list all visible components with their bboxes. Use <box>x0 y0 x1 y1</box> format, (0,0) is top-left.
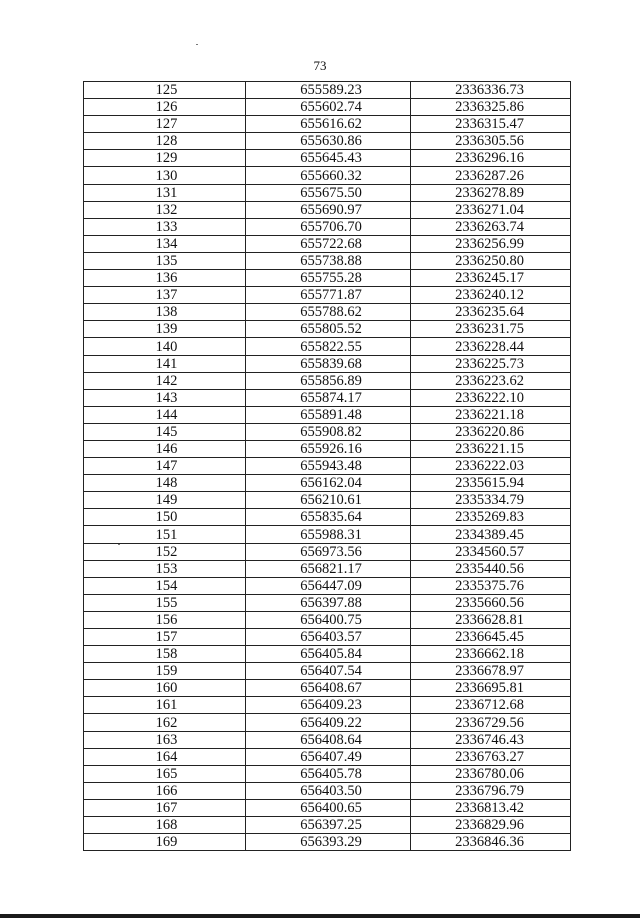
x-coordinate-cell: 656405.84 <box>246 646 411 663</box>
point-number-cell: 166 <box>84 782 246 799</box>
table-row <box>84 406 571 423</box>
x-coordinate-cell: 656397.88 <box>246 594 411 611</box>
point-number-cell: 157 <box>84 629 246 646</box>
y-coordinate-cell: 2336336.73 <box>411 82 571 99</box>
point-number-cell: 153 <box>84 560 246 577</box>
scan-speck <box>118 544 120 545</box>
table-row <box>84 389 571 406</box>
point-number-cell: 129 <box>84 150 246 167</box>
table-row <box>84 355 571 372</box>
x-coordinate-cell: 655771.87 <box>246 287 411 304</box>
table-row <box>84 799 571 816</box>
y-coordinate-cell: 2335269.83 <box>411 509 571 526</box>
table-row <box>84 99 571 116</box>
point-number-cell: 152 <box>84 543 246 560</box>
point-number-cell: 140 <box>84 338 246 355</box>
table-row <box>84 133 571 150</box>
point-number-cell: 161 <box>84 697 246 714</box>
y-coordinate-cell: 2335615.94 <box>411 475 571 492</box>
x-coordinate-cell: 656400.75 <box>246 611 411 628</box>
point-number-cell: 150 <box>84 509 246 526</box>
y-coordinate-cell: 2336712.68 <box>411 697 571 714</box>
table-row <box>84 834 571 851</box>
point-number-cell: 146 <box>84 440 246 457</box>
x-coordinate-cell: 655856.89 <box>246 372 411 389</box>
x-coordinate-cell: 655722.68 <box>246 235 411 252</box>
table-row <box>84 423 571 440</box>
table-row <box>84 731 571 748</box>
y-coordinate-cell: 2336235.64 <box>411 304 571 321</box>
table-row <box>84 492 571 509</box>
table-row <box>84 475 571 492</box>
y-coordinate-cell: 2336763.27 <box>411 748 571 765</box>
point-number-cell: 127 <box>84 116 246 133</box>
point-number-cell: 136 <box>84 270 246 287</box>
y-coordinate-cell: 2336628.81 <box>411 611 571 628</box>
y-coordinate-cell: 2336240.12 <box>411 287 571 304</box>
table-row <box>84 235 571 252</box>
x-coordinate-cell: 655891.48 <box>246 406 411 423</box>
point-number-cell: 160 <box>84 680 246 697</box>
table-row <box>84 594 571 611</box>
y-coordinate-cell: 2336305.56 <box>411 133 571 150</box>
point-number-cell: 135 <box>84 252 246 269</box>
x-coordinate-cell: 655805.52 <box>246 321 411 338</box>
y-coordinate-cell: 2336231.75 <box>411 321 571 338</box>
y-coordinate-cell: 2336225.73 <box>411 355 571 372</box>
y-coordinate-cell: 2336287.26 <box>411 167 571 184</box>
y-coordinate-cell: 2336221.18 <box>411 406 571 423</box>
point-number-cell: 125 <box>84 82 246 99</box>
y-coordinate-cell: 2336829.96 <box>411 817 571 834</box>
table-row <box>84 543 571 560</box>
table-row <box>84 321 571 338</box>
coordinate-table-body <box>84 82 571 851</box>
coordinate-table <box>83 81 571 851</box>
x-coordinate-cell: 656403.50 <box>246 782 411 799</box>
table-row <box>84 765 571 782</box>
point-number-cell: 130 <box>84 167 246 184</box>
point-number-cell: 142 <box>84 372 246 389</box>
table-row <box>84 201 571 218</box>
point-number-cell: 128 <box>84 133 246 150</box>
coordinate-table-container <box>83 81 570 851</box>
table-row <box>84 150 571 167</box>
x-coordinate-cell: 656405.78 <box>246 765 411 782</box>
x-coordinate-cell: 656407.54 <box>246 663 411 680</box>
table-row <box>84 218 571 235</box>
y-coordinate-cell: 2336662.18 <box>411 646 571 663</box>
x-coordinate-cell: 655602.74 <box>246 99 411 116</box>
x-coordinate-cell: 655908.82 <box>246 423 411 440</box>
x-coordinate-cell: 655926.16 <box>246 440 411 457</box>
table-row <box>84 184 571 201</box>
table-row <box>84 116 571 133</box>
y-coordinate-cell: 2336223.62 <box>411 372 571 389</box>
point-number-cell: 131 <box>84 184 246 201</box>
x-coordinate-cell: 655675.50 <box>246 184 411 201</box>
point-number-cell: 133 <box>84 218 246 235</box>
x-coordinate-cell: 655645.43 <box>246 150 411 167</box>
table-row <box>84 560 571 577</box>
point-number-cell: 139 <box>84 321 246 338</box>
y-coordinate-cell: 2336296.16 <box>411 150 571 167</box>
x-coordinate-cell: 656409.23 <box>246 697 411 714</box>
table-row <box>84 509 571 526</box>
point-number-cell: 159 <box>84 663 246 680</box>
y-coordinate-cell: 2335334.79 <box>411 492 571 509</box>
table-row <box>84 458 571 475</box>
y-coordinate-cell: 2336222.03 <box>411 458 571 475</box>
table-row <box>84 680 571 697</box>
y-coordinate-cell: 2336315.47 <box>411 116 571 133</box>
x-coordinate-cell: 655835.64 <box>246 509 411 526</box>
table-row <box>84 167 571 184</box>
y-coordinate-cell: 2336271.04 <box>411 201 571 218</box>
x-coordinate-cell: 656409.22 <box>246 714 411 731</box>
x-coordinate-cell: 655738.88 <box>246 252 411 269</box>
point-number-cell: 147 <box>84 458 246 475</box>
point-number-cell: 154 <box>84 577 246 594</box>
table-row <box>84 782 571 799</box>
x-coordinate-cell: 656408.67 <box>246 680 411 697</box>
y-coordinate-cell: 2336256.99 <box>411 235 571 252</box>
table-row <box>84 646 571 663</box>
x-coordinate-cell: 655616.62 <box>246 116 411 133</box>
point-number-cell: 134 <box>84 235 246 252</box>
table-row <box>84 252 571 269</box>
point-number-cell: 168 <box>84 817 246 834</box>
y-coordinate-cell: 2336746.43 <box>411 731 571 748</box>
point-number-cell: 155 <box>84 594 246 611</box>
point-number-cell: 138 <box>84 304 246 321</box>
x-coordinate-cell: 655839.68 <box>246 355 411 372</box>
y-coordinate-cell: 2336222.10 <box>411 389 571 406</box>
point-number-cell: 137 <box>84 287 246 304</box>
y-coordinate-cell: 2334560.57 <box>411 543 571 560</box>
y-coordinate-cell: 2336645.45 <box>411 629 571 646</box>
table-row <box>84 440 571 457</box>
x-coordinate-cell: 655690.97 <box>246 201 411 218</box>
x-coordinate-cell: 655822.55 <box>246 338 411 355</box>
y-coordinate-cell: 2336263.74 <box>411 218 571 235</box>
x-coordinate-cell: 656821.17 <box>246 560 411 577</box>
x-coordinate-cell: 655660.32 <box>246 167 411 184</box>
y-coordinate-cell: 2334389.45 <box>411 526 571 543</box>
x-coordinate-cell: 655706.70 <box>246 218 411 235</box>
x-coordinate-cell: 656400.65 <box>246 799 411 816</box>
x-coordinate-cell: 655630.86 <box>246 133 411 150</box>
y-coordinate-cell: 2336228.44 <box>411 338 571 355</box>
point-number-cell: 149 <box>84 492 246 509</box>
y-coordinate-cell: 2336813.42 <box>411 799 571 816</box>
point-number-cell: 148 <box>84 475 246 492</box>
table-row <box>84 748 571 765</box>
point-number-cell: 156 <box>84 611 246 628</box>
y-coordinate-cell: 2335375.76 <box>411 577 571 594</box>
table-row <box>84 304 571 321</box>
table-row <box>84 697 571 714</box>
table-row <box>84 629 571 646</box>
x-coordinate-cell: 656408.64 <box>246 731 411 748</box>
y-coordinate-cell: 2336325.86 <box>411 99 571 116</box>
table-row <box>84 611 571 628</box>
x-coordinate-cell: 655788.62 <box>246 304 411 321</box>
table-row <box>84 714 571 731</box>
x-coordinate-cell: 656973.56 <box>246 543 411 560</box>
point-number-cell: 145 <box>84 423 246 440</box>
point-number-cell: 141 <box>84 355 246 372</box>
y-coordinate-cell: 2336796.79 <box>411 782 571 799</box>
table-row <box>84 663 571 680</box>
point-number-cell: 165 <box>84 765 246 782</box>
x-coordinate-cell: 656210.61 <box>246 492 411 509</box>
x-coordinate-cell: 655589.23 <box>246 82 411 99</box>
table-row <box>84 287 571 304</box>
table-row <box>84 82 571 99</box>
x-coordinate-cell: 656397.25 <box>246 817 411 834</box>
y-coordinate-cell: 2336220.86 <box>411 423 571 440</box>
point-number-cell: 132 <box>84 201 246 218</box>
y-coordinate-cell: 2336846.36 <box>411 834 571 851</box>
table-row <box>84 338 571 355</box>
x-coordinate-cell: 655874.17 <box>246 389 411 406</box>
point-number-cell: 163 <box>84 731 246 748</box>
y-coordinate-cell: 2335660.56 <box>411 594 571 611</box>
point-number-cell: 143 <box>84 389 246 406</box>
point-number-cell: 164 <box>84 748 246 765</box>
x-coordinate-cell: 655943.48 <box>246 458 411 475</box>
x-coordinate-cell: 656407.49 <box>246 748 411 765</box>
y-coordinate-cell: 2336250.80 <box>411 252 571 269</box>
x-coordinate-cell: 655755.28 <box>246 270 411 287</box>
y-coordinate-cell: 2336729.56 <box>411 714 571 731</box>
x-coordinate-cell: 656447.09 <box>246 577 411 594</box>
y-coordinate-cell: 2336780.06 <box>411 765 571 782</box>
point-number-cell: 162 <box>84 714 246 731</box>
y-coordinate-cell: 2336245.17 <box>411 270 571 287</box>
table-row <box>84 372 571 389</box>
point-number-cell: 126 <box>84 99 246 116</box>
table-row <box>84 817 571 834</box>
x-coordinate-cell: 656162.04 <box>246 475 411 492</box>
y-coordinate-cell: 2336221.15 <box>411 440 571 457</box>
y-coordinate-cell: 2336278.89 <box>411 184 571 201</box>
page-number: 73 <box>313 58 327 73</box>
table-row <box>84 526 571 543</box>
x-coordinate-cell: 656393.29 <box>246 834 411 851</box>
scan-bottom-edge <box>0 914 640 918</box>
y-coordinate-cell: 2335440.56 <box>411 560 571 577</box>
table-row <box>84 270 571 287</box>
point-number-cell: 169 <box>84 834 246 851</box>
y-coordinate-cell: 2336678.97 <box>411 663 571 680</box>
point-number-cell: 144 <box>84 406 246 423</box>
scan-speck <box>196 44 198 45</box>
point-number-cell: 167 <box>84 799 246 816</box>
point-number-cell: 151 <box>84 526 246 543</box>
y-coordinate-cell: 2336695.81 <box>411 680 571 697</box>
point-number-cell: 158 <box>84 646 246 663</box>
table-row <box>84 577 571 594</box>
x-coordinate-cell: 656403.57 <box>246 629 411 646</box>
x-coordinate-cell: 655988.31 <box>246 526 411 543</box>
